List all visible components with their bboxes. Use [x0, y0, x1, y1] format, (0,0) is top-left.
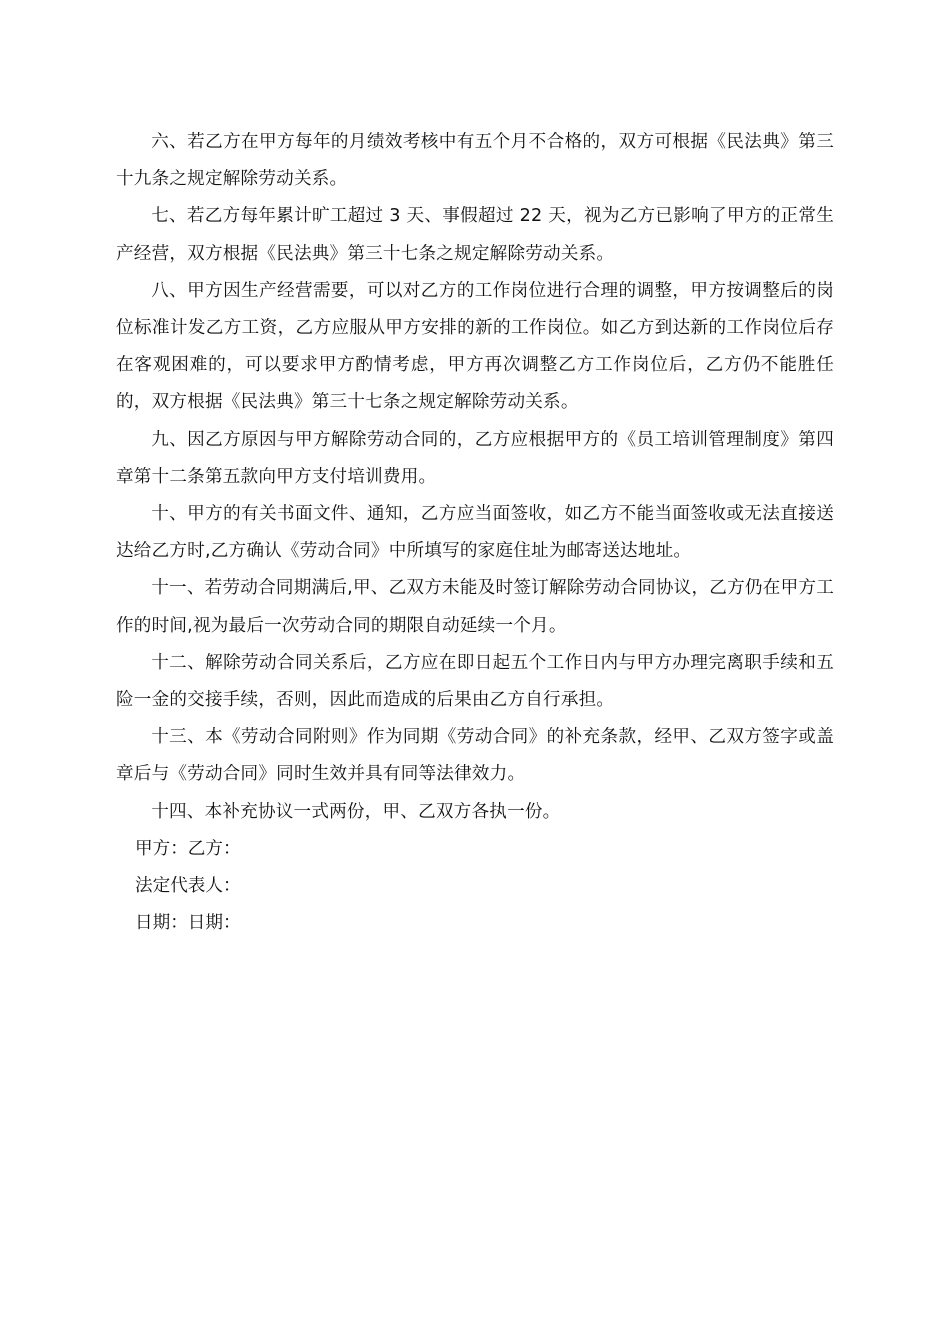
- signature-representative-line: 法定代表人：: [135, 876, 241, 897]
- clause-13: 十三、本《劳动合同附则》作为同期《劳动合同》的补充条款，经甲、乙双方签字或盖章后与《劳动合同》同时生效并具有同等法律效力。: [116, 727, 834, 785]
- clause-6: 六、若乙方在甲方每年的月绩效考核中有五个月不合格的，双方可根据《民法典》第三十九条之规定解除劳动关系。: [116, 132, 834, 190]
- clause-7: 七、若乙方每年累计旷工超过 3 天、事假超过 22 天，视为乙方已影响了甲方的正常生产经营，双方根据《民法典》第三十七条之规定解除劳动关系。: [116, 206, 834, 264]
- clause-11: 十一、若劳动合同期满后,甲、乙双方未能及时签订解除劳动合同协议，乙方仍在甲方工作的时间,视为最后一次劳动合同的期限自动延续一个月。: [116, 578, 834, 636]
- document-body: [116, 124, 834, 942]
- clause-9: 九、因乙方原因与甲方解除劳动合同的，乙方应根据甲方的《员工培训管理制度》第四章第十二条第五款向甲方支付培训费用。: [116, 429, 834, 487]
- clause-10: 十、甲方的有关书面文件、通知，乙方应当面签收，如乙方不能当面签收或无法直接送达给乙方时,乙方确认《劳动合同》中所填写的家庭住址为邮寄送达地址。: [116, 504, 834, 562]
- clause-14: 十四、本补充协议一式两份，甲、乙双方各执一份。: [151, 801, 561, 822]
- signature-parties-line: 甲方：乙方：: [135, 838, 241, 859]
- clause-12: 十二、解除劳动合同关系后，乙方应在即日起五个工作日内与甲方办理完离职手续和五险一金的交接手续，否则，因此而造成的后果由乙方自行承担。: [116, 652, 834, 711]
- clause-8: 八、甲方因生产经营需要，可以对乙方的工作岗位进行合理的调整，甲方按调整后的岗位标准计发乙方工资，乙方应服从甲方安排的新的工作岗位。如乙方到达新的工作岗位后存在客观困难的，可以要求甲方酌情考虑，甲方再次调整乙方工作岗位后，乙方仍不能胜任的，双方根据《民法典》第三十七条之规定解除劳动关系。: [116, 280, 834, 413]
- signature-date-line: 日期：日期：: [135, 913, 241, 934]
